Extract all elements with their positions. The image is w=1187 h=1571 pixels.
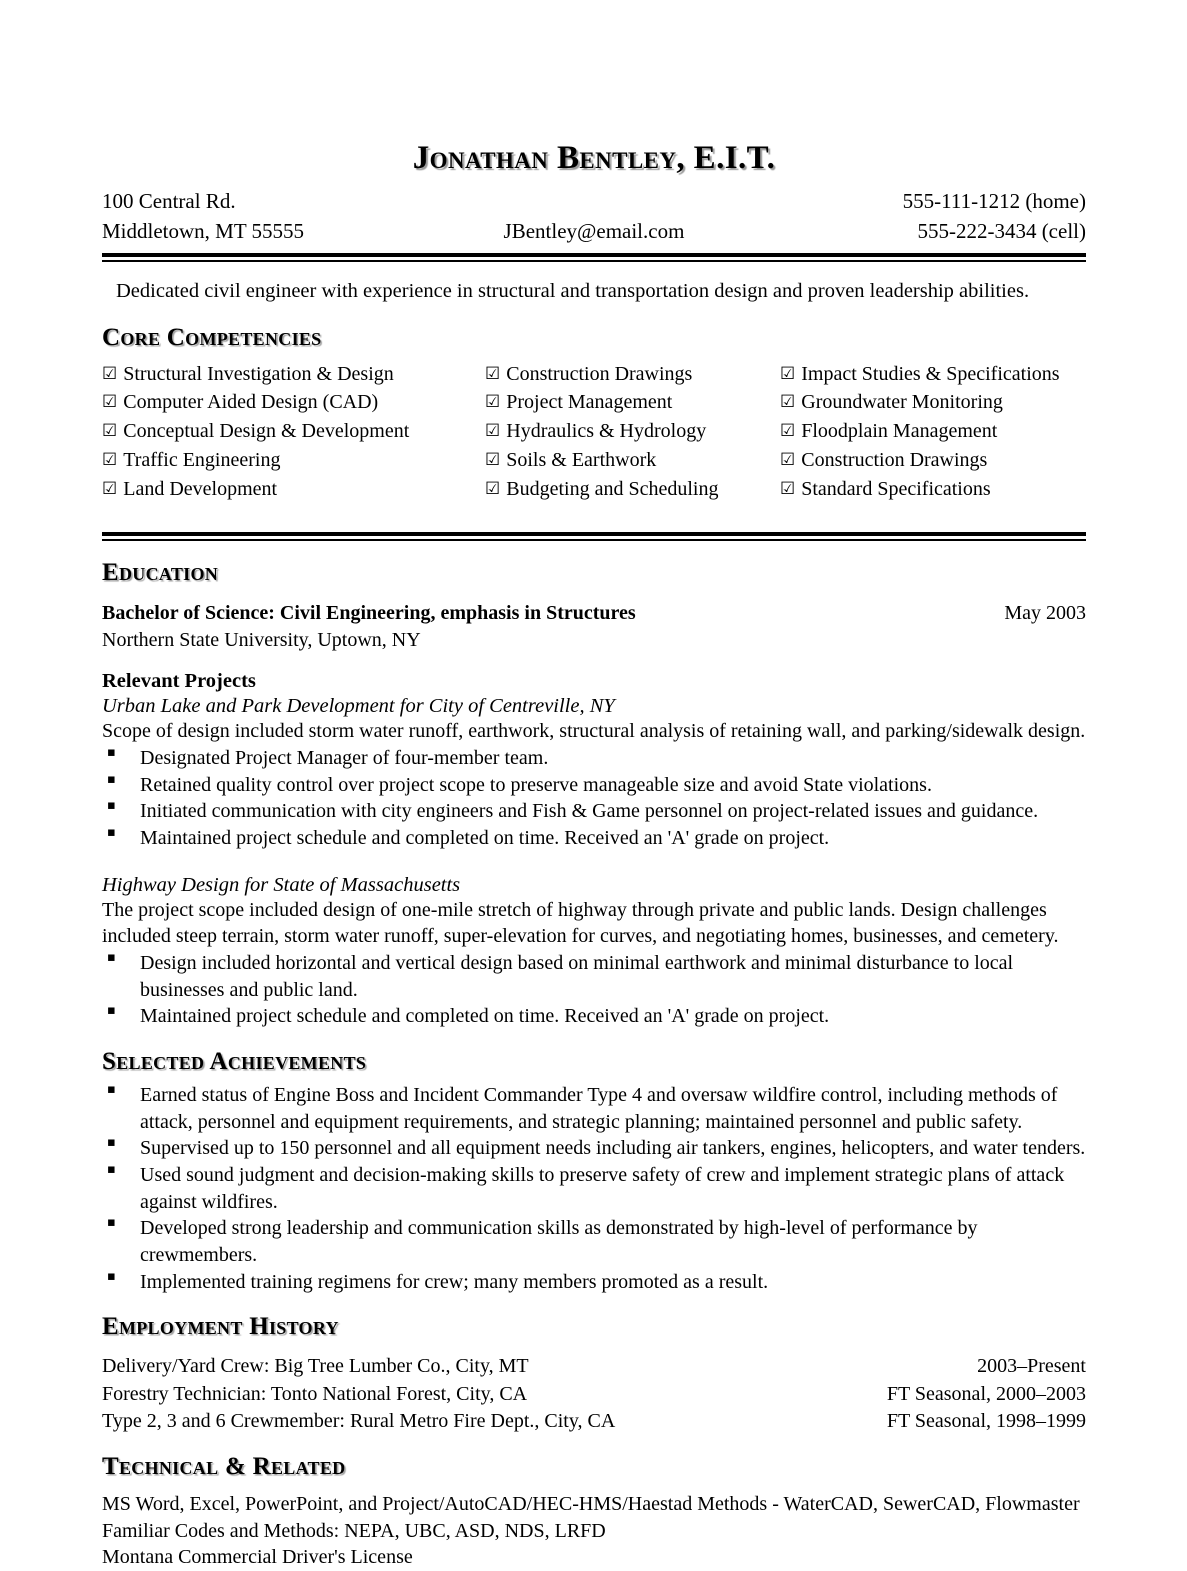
competency-label: Computer Aided Design (CAD) [123,391,379,414]
checkbox-checked-icon: ☑ [102,421,118,442]
employment-row [102,1408,1086,1435]
employment-row [102,1381,1086,1408]
project-title: Highway Design for State of Massachusetts [102,873,461,896]
resume-sheet [102,0,1086,1571]
list-item: ▪ Retained quality control over project scope to preserve manageable size and avoid State violations. [102,772,1086,799]
checkbox-checked-icon: ☑ [102,392,118,413]
competency-item [780,360,1086,389]
email-address[interactable]: JBentley@email.com [503,219,685,244]
competency-item [102,475,485,504]
section-heading-core-competencies: Core Competencies [102,323,322,351]
competency-label: Standard Specifications [801,477,991,500]
project-title: Urban Lake and Park Development for City of Centreville, NY [102,695,615,718]
project-bullet-list [102,745,1086,852]
competency-item [485,446,780,475]
checkbox-checked-icon: ☑ [102,449,118,470]
degree-row [102,600,1086,627]
competency-label: Traffic Engineering [123,448,281,471]
employment-row [102,1353,1086,1380]
phone-cell: 555-222-3434 (cell) [917,219,1086,244]
list-item: ▪ Supervised up to 150 personnel and all equipment needs including air tankers, engines, helicopters, and water tenders. [102,1135,1086,1162]
header-divider [102,253,1086,262]
employment-list [102,1353,1086,1435]
professional-summary: Dedicated civil engineer with experience in structural and transportation design and proven leadership abilities. [116,279,1030,302]
list-item: ▪ Maintained project schedule and completed on time. Received an 'A' grade on project. [102,1003,1086,1030]
competency-label: Soils & Earthwork [506,448,657,471]
list-item: ▪ Designated Project Manager of four-member team. [102,745,1086,772]
checkbox-checked-icon: ☑ [485,478,501,499]
competency-label: Construction Drawings [506,362,693,385]
checkbox-checked-icon: ☑ [780,478,796,499]
contact-row-2 [102,217,1086,247]
competency-label: Groundwater Monitoring [801,391,1003,414]
technical-line: Familiar Codes and Methods: NEPA, UBC, ASD, NDS, LRFD [102,1519,606,1542]
project-spacer [102,852,1086,872]
address-line-1: 100 Central Rd. [102,189,236,214]
competency-item [780,446,1086,475]
competencies-divider [102,532,1086,541]
list-item: ▪ Initiated communication with city engineers and Fish & Game personnel on project-related issues and guidance. [102,798,1086,825]
employment-dates: FT Seasonal, 1998–1999 [886,1409,1086,1432]
checkbox-checked-icon: ☑ [485,392,501,413]
competency-item [102,417,485,446]
competency-label: Conceptual Design & Development [123,420,410,443]
competency-label: Land Development [123,477,278,500]
competency-item [102,388,485,417]
competency-item [485,417,780,446]
page-title: Jonathan Bentley, E.I.T. [412,140,776,176]
competency-item [102,446,485,475]
checkbox-checked-icon: ☑ [102,363,118,384]
project-scope: The project scope included design of one-mile stretch of highway through private and public lands. Design challenges included steep terrain, storm water runoff, super-elevation for curves, and negotiating homes, businesses, and cemetery. [102,898,1059,948]
achievements-bullet-list [102,1082,1086,1296]
technical-list [102,1491,1086,1571]
technical-line: Montana Commercial Driver's License [102,1546,413,1569]
competency-label: Hydraulics & Hydrology [506,420,707,443]
competency-label: Floodplain Management [801,420,998,443]
competency-item [780,388,1086,417]
project-bullet-list [102,950,1086,1030]
degree-title: Bachelor of Science: Civil Engineering, emphasis in Structures [102,601,636,624]
contact-block [102,187,1086,247]
competency-item [780,475,1086,504]
section-heading-employment-history: Employment History [102,1313,339,1341]
competency-column-2 [485,360,780,504]
competency-item [102,360,485,389]
employment-dates: 2003–Present [977,1355,1086,1378]
list-item: ▪ Earned status of Engine Boss and Incident Commander Type 4 and oversaw wildfire control, including methods of attack, personnel and equipment requirements, and strategic planning; maintained personnel and public safety. [102,1082,1086,1135]
degree-date: May 2003 [1004,601,1086,624]
list-item: ▪ Implemented training regimens for crew; many members promoted as a result. [102,1269,1086,1296]
competency-item [485,360,780,389]
competency-column-1 [102,360,485,504]
address-line-2: Middletown, MT 55555 [102,219,305,244]
checkbox-checked-icon: ☑ [780,421,796,442]
checkbox-checked-icon: ☑ [485,421,501,442]
competency-label: Budgeting and Scheduling [506,477,719,500]
section-heading-education: Education [102,558,219,586]
checkbox-checked-icon: ☑ [780,392,796,413]
employment-role: Forestry Technician: Tonto National Forest, City, CA [102,1382,528,1405]
competency-column-3 [780,360,1086,504]
competency-label: Structural Investigation & Design [123,362,394,385]
technical-line: MS Word, Excel, PowerPoint, and Project/AutoCAD/HEC-HMS/Haestad Methods - WaterCAD, SewerCAD, Flowmaster [102,1493,1080,1516]
checkbox-checked-icon: ☑ [102,478,118,499]
project-scope: Scope of design included storm water runoff, earthwork, structural analysis of retaining wall, and parking/sidewalk design. [102,720,1086,743]
contact-row-1 [102,187,1086,217]
employment-dates: FT Seasonal, 2000–2003 [886,1382,1086,1405]
phone-home: 555-111-1212 (home) [902,189,1086,214]
list-item: ▪ Maintained project schedule and completed on time. Received an 'A' grade on project. [102,825,1086,852]
competency-label: Construction Drawings [801,448,988,471]
list-item: ▪ Used sound judgment and decision-making skills to preserve safety of crew and implement strategic plans of attack against wildfires. [102,1162,1086,1215]
competency-label: Impact Studies & Specifications [801,362,1060,385]
checkbox-checked-icon: ☑ [485,363,501,384]
competency-item [485,388,780,417]
section-heading-selected-achievements: Selected Achievements [102,1047,367,1075]
employment-role: Type 2, 3 and 6 Crewmember: Rural Metro Fire Dept., City, CA [102,1409,616,1432]
employment-role: Delivery/Yard Crew: Big Tree Lumber Co., City, MT [102,1355,529,1378]
list-item: ▪ Design included horizontal and vertical design based on minimal earthwork and minimal disturbance to local businesses and public land. [102,950,1086,1003]
competency-item [485,475,780,504]
core-competencies-grid [102,360,1086,504]
relevant-projects-heading: Relevant Projects [102,670,256,693]
section-heading-technical-related: Technical & Related [102,1453,346,1481]
checkbox-checked-icon: ☑ [485,449,501,470]
school-name: Northern State University, Uptown, NY [102,628,421,651]
list-item: ▪ Developed strong leadership and communication skills as demonstrated by high-level of performance by crewmembers. [102,1215,1086,1268]
checkbox-checked-icon: ☑ [780,363,796,384]
checkbox-checked-icon: ☑ [780,449,796,470]
competency-item [780,417,1086,446]
competency-label: Project Management [506,391,673,414]
